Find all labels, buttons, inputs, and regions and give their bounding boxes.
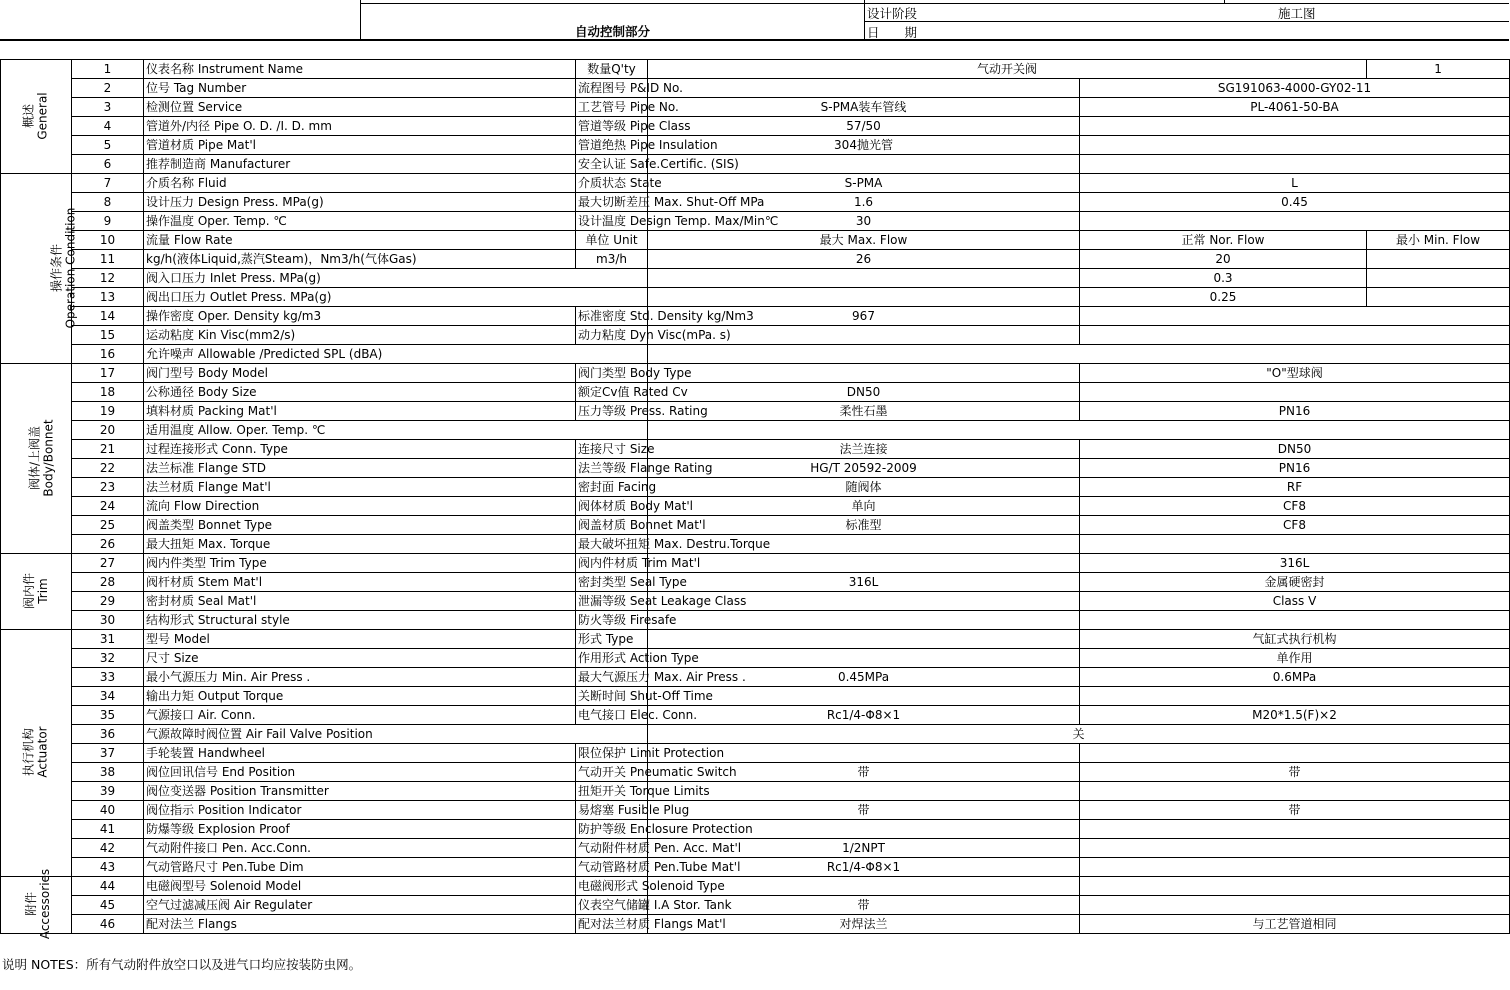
row-number: 38 (72, 763, 144, 782)
row-number: 40 (72, 801, 144, 820)
field-label: 型号 Model (144, 630, 576, 649)
row-number: 43 (72, 858, 144, 877)
nor-flow-header: 正常 Nor. Flow (1080, 231, 1367, 250)
field-label: 手轮装置 Handwheel (144, 744, 576, 763)
field-label: 泄漏等级 Seat Leakage Class (576, 592, 648, 611)
row-number: 45 (72, 896, 144, 915)
table-row (1, 554, 1510, 573)
section-general (1, 60, 72, 174)
sheet-title: 自动控制部分 (574, 24, 650, 39)
qty-label: 数量Q'ty (576, 60, 648, 79)
row-number: 34 (72, 687, 144, 706)
table-row (1, 117, 1510, 136)
field-value: 金属硬密封 (1080, 573, 1510, 592)
field-value: 气动开关阀 (648, 60, 1367, 79)
field-label: 电磁阀型号 Solenoid Model (144, 877, 576, 896)
field-label: 最小气源压力 Min. Air Press . (144, 668, 576, 687)
row-number: 25 (72, 516, 144, 535)
field-label: 设计温度 Design Temp. Max/Min℃ (576, 212, 648, 231)
table-row (1, 915, 1510, 934)
table-row (1, 687, 1510, 706)
row-number: 30 (72, 611, 144, 630)
field-value (648, 421, 1510, 440)
field-value: 304抛光管 (648, 136, 1080, 155)
row-number: 24 (72, 497, 144, 516)
section-general-label: 概述 General (21, 91, 50, 140)
field-label: 阀杆材质 Stem Mat'l (144, 573, 576, 592)
field-value (1080, 307, 1510, 326)
field-value (1080, 535, 1510, 554)
section-body (1, 364, 72, 554)
section-accessories (1, 868, 72, 940)
table-row (1, 250, 1510, 269)
table-row (1, 611, 1510, 630)
field-value (1080, 117, 1510, 136)
field-label: 易熔塞 Fusible Plug (576, 801, 648, 820)
field-label: 阀体材质 Body Mat'l (576, 497, 648, 516)
design-stage-label: 设计阶段 (867, 6, 918, 21)
row-number: 22 (72, 459, 144, 478)
field-label: 气动开关 Pneumatic Switch (576, 763, 648, 782)
field-value: 带 (648, 763, 1080, 782)
row-number: 15 (72, 326, 144, 345)
row-number: 11 (72, 250, 144, 269)
table-row (1, 820, 1510, 839)
field-label: 防爆等级 Explosion Proof (144, 820, 576, 839)
table-row (1, 877, 1510, 896)
field-label: 阀入口压力 Inlet Press. MPa(g) (144, 269, 648, 288)
field-value (648, 782, 1080, 801)
row-number: 36 (72, 725, 144, 744)
design-stage-value: 施工图 (1278, 6, 1316, 21)
field-value: CF8 (1080, 516, 1510, 535)
field-label: 最大切断差压 Max. Shut-Off MPa (576, 193, 648, 212)
field-value: 标准型 (648, 516, 1080, 535)
row-number: 32 (72, 649, 144, 668)
row-number: 35 (72, 706, 144, 725)
qty-value: 1 (1367, 60, 1510, 79)
field-value: Rc1/4-Φ8×1 (648, 706, 1080, 725)
table-row (1, 573, 1510, 592)
field-label: 阀盖材质 Bonnet Mat'l (576, 516, 648, 535)
field-value: 316L (648, 573, 1080, 592)
spec-table (0, 59, 1510, 940)
field-label: 防护等级 Enclosure Protection (576, 820, 648, 839)
field-value (1080, 782, 1510, 801)
field-label: 阀盖类型 Bonnet Type (144, 516, 576, 535)
max-value (648, 269, 1080, 288)
field-label: 气源故障时阀位置 Air Fail Valve Position (144, 725, 648, 744)
field-label: 仪表名称 Instrument Name (144, 60, 576, 79)
field-value (1080, 155, 1510, 174)
field-label: 扭矩开关 Torque Limits (576, 782, 648, 801)
field-value: 与工艺管道相同 (1080, 915, 1510, 934)
section-trim (1, 554, 72, 630)
field-value: S-PMA装车管线 (648, 98, 1080, 117)
field-value (648, 630, 1080, 649)
field-label: 最大扭矩 Max. Torque (144, 535, 576, 554)
row-number: 14 (72, 307, 144, 326)
field-label: 管道等级 Pipe Class (576, 117, 648, 136)
field-label: 气动附件接口 Pen. Acc.Conn. (144, 839, 576, 858)
field-label: 防火等级 Firesafe (576, 611, 648, 630)
field-value: PN16 (1080, 402, 1510, 421)
field-value: 单向 (648, 497, 1080, 516)
field-label: 仪表空气储罐 I.A Stor. Tank (576, 896, 648, 915)
table-row (1, 440, 1510, 459)
field-label: 位号 Tag Number (144, 79, 576, 98)
section-operation (1, 174, 78, 364)
section-actuator (1, 630, 72, 877)
field-value: 关 (648, 725, 1510, 744)
row-number: 18 (72, 383, 144, 402)
row-number: 6 (72, 155, 144, 174)
table-row (1, 858, 1510, 877)
row-number: 46 (72, 915, 144, 934)
section-trim-label: 阀内件 Trim (21, 572, 50, 609)
table-row (1, 421, 1510, 440)
field-label: 形式 Type (576, 630, 648, 649)
table-row (1, 497, 1510, 516)
field-label: 允许噪声 Allowable /Predicted SPL (dBA) (144, 345, 648, 364)
row-number: 26 (72, 535, 144, 554)
notes: 说明 NOTES：所有气动附件放空口以及进气口均应按装防虫网。 (2, 957, 362, 972)
section-body-label: 阀体/上阀盖 Body/Bonnet (27, 418, 56, 497)
row-number: 3 (72, 98, 144, 117)
table-row (1, 212, 1510, 231)
date-label: 日 期 (867, 25, 918, 40)
field-label: 关断时间 Shut-Off Time (576, 687, 648, 706)
table-row (1, 763, 1510, 782)
min-flow-header: 最小 Min. Flow (1367, 231, 1510, 250)
field-value (1080, 611, 1510, 630)
row-number: 23 (72, 478, 144, 497)
table-row (1, 649, 1510, 668)
field-value: M20*1.5(F)×2 (1080, 706, 1510, 725)
min-value (1367, 269, 1510, 288)
min-flow-value (1367, 250, 1510, 269)
field-value (648, 345, 1510, 364)
field-label: 操作密度 Oper. Density kg/m3 (144, 307, 576, 326)
field-label: 阀位变送器 Position Transmitter (144, 782, 576, 801)
field-value: 57/50 (648, 117, 1080, 136)
field-value: RF (1080, 478, 1510, 497)
field-value (1080, 744, 1510, 763)
nor-value: 0.25 (1080, 288, 1367, 307)
section-actuator-label: 执行机构 Actuator (22, 726, 50, 778)
field-value: 30 (648, 212, 1080, 231)
row-number: 44 (72, 877, 144, 896)
field-label: 管道绝热 Pipe Insulation (576, 136, 648, 155)
table-row (1, 839, 1510, 858)
field-label: 流向 Flow Direction (144, 497, 576, 516)
field-label: 检测位置 Service (144, 98, 576, 117)
field-value (1080, 820, 1510, 839)
table-row (1, 782, 1510, 801)
section-accessories-label: 附件 Accessories (24, 868, 53, 940)
row-number: 21 (72, 440, 144, 459)
row-number: 37 (72, 744, 144, 763)
table-row (1, 725, 1510, 744)
field-label: 尺寸 Size (144, 649, 576, 668)
field-label: 结构形式 Structural style (144, 611, 576, 630)
field-label: 安全认证 Safe.Certific. (SIS) (576, 155, 648, 174)
nor-flow-value: 20 (1080, 250, 1367, 269)
field-value: 带 (648, 896, 1080, 915)
table-row (1, 136, 1510, 155)
field-value: 带 (1080, 763, 1510, 782)
field-value: Class Ⅴ (1080, 592, 1510, 611)
row-number: 2 (72, 79, 144, 98)
field-label: 动力粘度 Dyn Visc(mPa. s) (576, 326, 648, 345)
table-row (1, 478, 1510, 497)
field-label: 压力等级 Press. Rating (576, 402, 648, 421)
field-label: 密封类型 Seal Type (576, 573, 648, 592)
row-number: 12 (72, 269, 144, 288)
field-value: 柔性石墨 (648, 402, 1080, 421)
field-label: 标准密度 Std. Density kg/Nm3 (576, 307, 648, 326)
field-value (648, 611, 1080, 630)
field-value: CF8 (1080, 497, 1510, 516)
row-number: 10 (72, 231, 144, 250)
table-row (1, 193, 1510, 212)
field-label: 操作温度 Oper. Temp. ℃ (144, 212, 576, 231)
table-row (1, 345, 1510, 364)
field-label: 管道外/内径 Pipe O. D. /I. D. mm (144, 117, 576, 136)
field-label: 气源接口 Air. Conn. (144, 706, 576, 725)
table-row (1, 402, 1510, 421)
max-flow-header: 最大 Max. Flow (648, 231, 1080, 250)
field-label: 推荐制造商 Manufacturer (144, 155, 576, 174)
row-number: 29 (72, 592, 144, 611)
field-value: SG191063-4000-GY02-11 (1080, 79, 1510, 98)
row-number: 5 (72, 136, 144, 155)
field-label: 法兰等级 Flange Rating (576, 459, 648, 478)
table-row (1, 535, 1510, 554)
field-label: 运动粘度 Kin Visc(mm2/s) (144, 326, 576, 345)
field-label: 过程连接形式 Conn. Type (144, 440, 576, 459)
field-value (1080, 687, 1510, 706)
table-row (1, 98, 1510, 117)
field-label: 作用形式 Action Type (576, 649, 648, 668)
field-label: 设计压力 Design Press. MPa(g) (144, 193, 576, 212)
field-label: 公称通径 Body Size (144, 383, 576, 402)
field-value: 对焊法兰 (648, 915, 1080, 934)
field-label: 限位保护 Limit Protection (576, 744, 648, 763)
field-label: 连接尺寸 Size (576, 440, 648, 459)
field-value: 法兰连接 (648, 440, 1080, 459)
field-value (648, 79, 1080, 98)
field-label: 额定Cv值 Rated Cv (576, 383, 648, 402)
field-label: 阀位指示 Position Indicator (144, 801, 576, 820)
field-value: 单作用 (1080, 649, 1510, 668)
table-row (1, 79, 1510, 98)
field-label: 电气接口 Elec. Conn. (576, 706, 648, 725)
field-label: 管道材质 Pipe Mat'l (144, 136, 576, 155)
field-value: HG/T 20592-2009 (648, 459, 1080, 478)
max-flow-value: 26 (648, 250, 1080, 269)
row-number: 17 (72, 364, 144, 383)
field-value (1080, 877, 1510, 896)
row-number: 39 (72, 782, 144, 801)
field-label: 法兰标准 Flange STD (144, 459, 576, 478)
field-label: 最大破坏扭矩 Max. Destru.Torque (576, 535, 648, 554)
field-label: 流程图号 P&ID No. (576, 79, 648, 98)
row-number: 42 (72, 839, 144, 858)
field-label: 阀内件类型 Trim Type (144, 554, 576, 573)
table-row (1, 592, 1510, 611)
field-value: 0.45MPa (648, 668, 1080, 687)
row-number: 31 (72, 630, 144, 649)
table-row (1, 269, 1510, 288)
row-number: 33 (72, 668, 144, 687)
row-number: 20 (72, 421, 144, 440)
field-value (648, 554, 1080, 573)
row-number: 16 (72, 345, 144, 364)
row-number: 1 (72, 60, 144, 79)
field-label: 适用温度 Allow. Oper. Temp. ℃ (144, 421, 648, 440)
row-number: 9 (72, 212, 144, 231)
field-value: 随阀体 (648, 478, 1080, 497)
field-value: 1.6 (648, 193, 1080, 212)
field-value: DN50 (1080, 440, 1510, 459)
sheet-header (0, 0, 1509, 40)
field-value: 气缸式执行机构 (1080, 630, 1510, 649)
field-label: 流量 Flow Rate (144, 231, 576, 250)
field-label: 工艺管号 Pipe No. (576, 98, 648, 117)
table-row (1, 668, 1510, 687)
table-row (1, 174, 1510, 193)
field-label: 法兰材质 Flange Mat'l (144, 478, 576, 497)
field-value: PL-4061-50-BA (1080, 98, 1510, 117)
field-value (1080, 858, 1510, 877)
table-row (1, 155, 1510, 174)
row-number: 19 (72, 402, 144, 421)
min-value (1367, 288, 1510, 307)
row-number: 28 (72, 573, 144, 592)
field-value: Rc1/4-Φ8×1 (648, 858, 1080, 877)
table-row (1, 307, 1510, 326)
field-value (648, 364, 1080, 383)
field-value: 带 (648, 801, 1080, 820)
unit-header: 单位 Unit (576, 231, 648, 250)
field-value: 0.6MPa (1080, 668, 1510, 687)
section-operation-label: 操作条件 Operation Condition (49, 207, 78, 328)
row-number: 41 (72, 820, 144, 839)
field-label: 阀门型号 Body Model (144, 364, 576, 383)
field-value (1080, 136, 1510, 155)
field-label: 介质状态 State (576, 174, 648, 193)
field-value (1080, 212, 1510, 231)
field-label: 密封面 Facing (576, 478, 648, 497)
field-value: "O"型球阀 (1080, 364, 1510, 383)
field-value (1080, 839, 1510, 858)
field-value (1080, 383, 1510, 402)
field-value: PN16 (1080, 459, 1510, 478)
field-value: 带 (1080, 801, 1510, 820)
field-label: kg/h(液体Liquid,蒸汽Steam)，Nm3/h(气体Gas) (144, 250, 576, 269)
field-label: 阀位回讯信号 End Position (144, 763, 576, 782)
row-number: 13 (72, 288, 144, 307)
table-row (1, 896, 1510, 915)
field-value: DN50 (648, 383, 1080, 402)
table-row (1, 459, 1510, 478)
field-value: 316L (1080, 554, 1510, 573)
table-row (1, 706, 1510, 725)
field-value: L (1080, 174, 1510, 193)
field-value (1080, 326, 1510, 345)
row-number: 7 (72, 174, 144, 193)
field-label: 输出力矩 Output Torque (144, 687, 576, 706)
row-number: 8 (72, 193, 144, 212)
field-value (1080, 896, 1510, 915)
field-value (648, 649, 1080, 668)
field-label: 配对法兰 Flangs (144, 915, 576, 934)
field-value: 967 (648, 307, 1080, 326)
table-row (1, 383, 1510, 402)
table-row (1, 288, 1510, 307)
field-value: 0.45 (1080, 193, 1510, 212)
field-label: 阀门类型 Body Type (576, 364, 648, 383)
table-row (1, 744, 1510, 763)
field-label: 空气过滤减压阀 Air Regulater (144, 896, 576, 915)
field-label: 最大气源压力 Max. Air Press . (576, 668, 648, 687)
field-label: 电磁阀形式 Solenoid Type (576, 877, 648, 896)
field-label: 介质名称 Fluid (144, 174, 576, 193)
field-label: 阀内件材质 Trim Mat'l (576, 554, 648, 573)
field-value: 1/2NPT (648, 839, 1080, 858)
field-value: S-PMA (648, 174, 1080, 193)
field-label: 填料材质 Packing Mat'l (144, 402, 576, 421)
table-row (1, 630, 1510, 649)
nor-value: 0.3 (1080, 269, 1367, 288)
field-label: 密封材质 Seal Mat'l (144, 592, 576, 611)
table-row (1, 60, 1510, 79)
row-number: 27 (72, 554, 144, 573)
table-row (1, 364, 1510, 383)
max-value (648, 288, 1080, 307)
field-label: 气动管路尺寸 Pen.Tube Dim (144, 858, 576, 877)
table-row (1, 326, 1510, 345)
field-label: 气动管路材质 Pen.Tube Mat'l (576, 858, 648, 877)
field-label: 气动附件材质 Pen. Acc. Mat'l (576, 839, 648, 858)
field-label: 阀出口压力 Outlet Press. MPa(g) (144, 288, 648, 307)
row-number: 4 (72, 117, 144, 136)
table-row (1, 516, 1510, 535)
field-label: 配对法兰材质 Flangs Mat'l (576, 915, 648, 934)
unit-value: m3/h (576, 250, 648, 269)
table-row (1, 801, 1510, 820)
table-row (1, 231, 1510, 250)
